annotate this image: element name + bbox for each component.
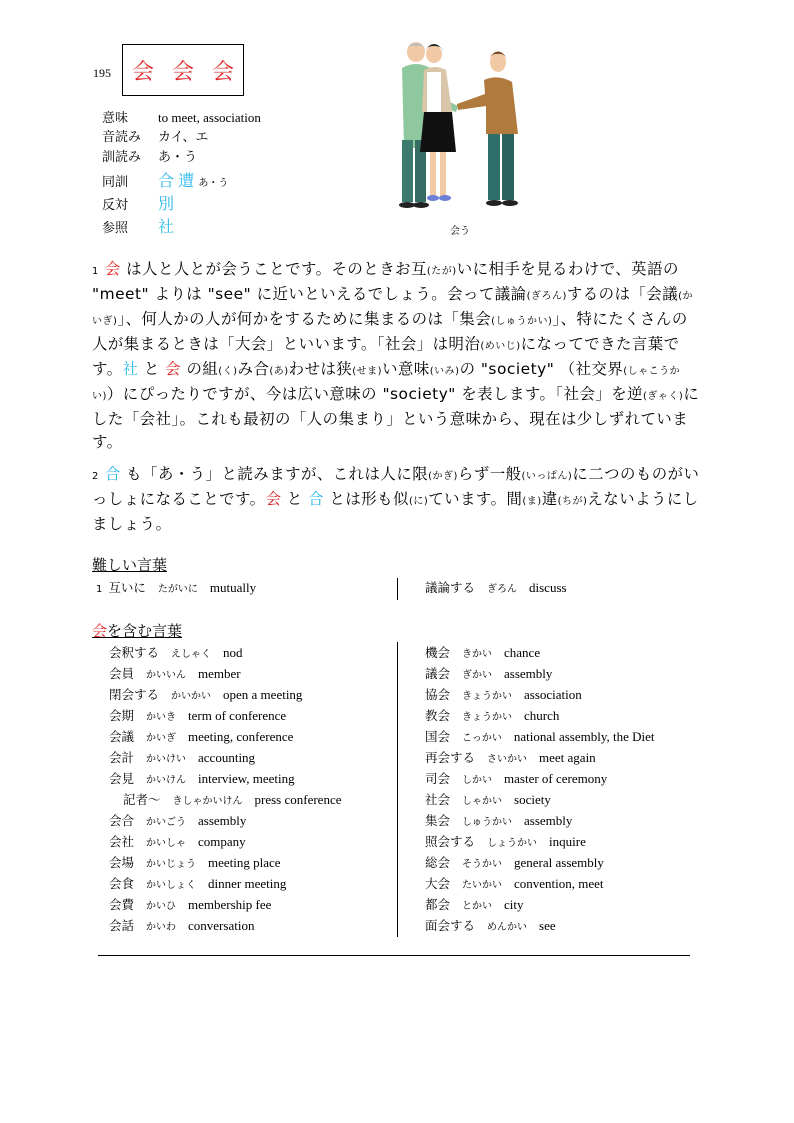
word: 教会 [425, 708, 451, 723]
word: 協会 [425, 687, 451, 702]
word: 会場 [109, 855, 135, 870]
reading: たがいに [157, 584, 198, 595]
reading: えしゃく [171, 649, 212, 660]
word: 総会 [425, 855, 451, 870]
word: 照会する [425, 834, 476, 849]
entry-number: 195 [93, 66, 111, 80]
text-run: い意味 [382, 360, 430, 378]
kanji-title-3: 会 [212, 59, 235, 85]
compound-word-item [425, 726, 655, 747]
compound-word-item [425, 831, 586, 852]
kanji-highlight: 会 [265, 490, 282, 508]
difficult-words-title: 難しい言葉 [92, 556, 168, 574]
compound-word-item [425, 663, 552, 684]
english: master of ceremony [504, 771, 608, 786]
homophone-reading: あ・う [198, 178, 229, 189]
info-antonym [102, 194, 174, 214]
word: 機会 [425, 645, 451, 660]
english: inquire [549, 834, 586, 849]
young-man-figure [457, 52, 518, 207]
word: 会計 [109, 750, 135, 765]
word: 会員 [109, 666, 135, 681]
reading: かいいん [146, 670, 187, 681]
text-run: になってできた言葉です。 [92, 335, 680, 378]
compound-word-item [425, 789, 551, 810]
kunyomi-label: 訓読み [102, 150, 142, 165]
reading: しゃかい [462, 796, 503, 807]
reading: かいかい [171, 691, 212, 702]
reading: かいじょう [146, 859, 197, 870]
compound-word-item [109, 663, 241, 684]
compound-word-item [425, 810, 572, 831]
english: society [514, 792, 551, 807]
english: interview, meeting [198, 771, 295, 786]
handshake-illustration [390, 40, 530, 220]
compound-word-item [109, 642, 243, 663]
info-reference [102, 217, 174, 237]
english: open a meeting [223, 687, 303, 702]
reading: きしゃかいけん [172, 796, 243, 807]
paragraph-number: 2 [92, 471, 99, 482]
compounds-title [92, 620, 182, 641]
reading: ぎろん [487, 584, 518, 595]
onyomi-value: カイ、エ [158, 130, 209, 145]
kanji-title-1: 会 [131, 59, 154, 85]
word: 会見 [109, 771, 135, 786]
word: 面会する [425, 918, 476, 933]
illustration-caption: 会う [450, 226, 470, 237]
text-run: するのは「会議 [566, 285, 679, 303]
reading: かいひ [146, 901, 177, 912]
ruby: (く) [218, 366, 238, 377]
antonym-value: 別 [158, 194, 175, 213]
reading: そうかい [462, 859, 503, 870]
text-run: み合 [237, 360, 270, 378]
ruby: (いみ) [429, 366, 460, 377]
english: chance [504, 645, 541, 660]
english: company [198, 834, 246, 849]
ruby: (ぎろん) [526, 291, 567, 302]
reading: しかい [462, 775, 493, 786]
english: convention, meet [514, 876, 604, 891]
reading: しょうかい [487, 838, 538, 849]
english: press conference [254, 792, 342, 807]
meaning-label: 意味 [102, 111, 129, 126]
text-run: わせは狭 [288, 360, 353, 378]
reading: さいかい [487, 754, 528, 765]
english: nod [223, 645, 243, 660]
english: church [524, 708, 560, 723]
compound-word-item [425, 747, 596, 768]
reference-label: 参照 [102, 221, 129, 236]
ruby: (あ) [269, 366, 289, 377]
text-run: と [281, 490, 309, 508]
compounds-title-kanji: 会 [92, 622, 108, 640]
homophone-kanji-1: 合 [158, 171, 175, 190]
text-run: は人と人とが会うことです。そのときお互 [120, 260, 427, 278]
bottom-rule [98, 955, 690, 956]
difficult-word-item [96, 577, 256, 598]
text-run: の組 [181, 360, 219, 378]
compound-word-item [425, 873, 604, 894]
reading: きょうかい [462, 712, 513, 723]
english: member [198, 666, 241, 681]
compound-word-item [425, 642, 540, 663]
compound-word-item [425, 894, 524, 915]
word: 閉会する [109, 687, 160, 702]
word: 会合 [109, 813, 135, 828]
reading: しゅうかい [462, 817, 513, 828]
compound-word-item [425, 915, 556, 936]
ruby: (ま) [522, 496, 542, 507]
compound-word-item [109, 873, 286, 894]
english: city [504, 897, 524, 912]
word: 社会 [425, 792, 451, 807]
english: assembly [504, 666, 553, 681]
info-onyomi [102, 128, 208, 148]
kanji-highlight: 会 [104, 260, 121, 278]
kanji-title-2: 会 [171, 59, 194, 85]
kanji-highlight: 合 [308, 490, 325, 508]
text-run: に二つのものがいっしょになることです。 [92, 465, 700, 508]
text-run: の "society" （社交界 [459, 360, 624, 378]
word: 会話 [109, 918, 135, 933]
meaning-value: to meet, association [158, 110, 261, 125]
compound-word-item [425, 684, 582, 705]
ruby: (めいじ) [480, 341, 521, 352]
difficult-word-item [425, 577, 567, 598]
reading: たいかい [462, 880, 503, 891]
compound-word-item [109, 747, 255, 768]
reading: かいけん [146, 775, 187, 786]
word: 再会する [425, 750, 476, 765]
word: 記者〜 [123, 792, 161, 807]
compound-word-item [109, 684, 302, 705]
text-run: ）にぴったりですが、今は広い意味の "society" を表します。「社会」を逆 [106, 385, 644, 403]
word: 会社 [109, 834, 135, 849]
compounds-title-rest: を含む言葉 [107, 622, 183, 640]
kanji-highlight: 合 [104, 465, 121, 483]
english: meet again [539, 750, 596, 765]
english: conversation [188, 918, 255, 933]
reading: かいしょく [146, 880, 197, 891]
text-run: ています。間 [428, 490, 523, 508]
reading: かいぎ [146, 733, 177, 744]
paragraph-number: 1 [92, 266, 99, 277]
word: 大会 [425, 876, 451, 891]
reading: とかい [462, 901, 493, 912]
compound-word-item [425, 768, 607, 789]
compound-word-item [109, 726, 293, 747]
kanji-title-box [122, 44, 244, 96]
antonym-label: 反対 [102, 198, 129, 213]
english: meeting, conference [188, 729, 294, 744]
explanation-paragraph-2 [92, 463, 702, 536]
english: discuss [529, 580, 567, 595]
english: mutually [209, 580, 257, 595]
text-run: えないようにしましょう。 [92, 490, 699, 533]
compound-word-item [123, 789, 342, 810]
item-number: 1 [96, 584, 103, 595]
ruby: (かぎ) [428, 471, 458, 482]
ruby: (せま) [352, 366, 383, 377]
column-divider [397, 578, 398, 600]
ruby: (ぎゃく) [643, 391, 684, 402]
text-run: 」、特にたくさんの人が集まるときは「大会」といいます。「社会」は明治 [92, 310, 688, 353]
reading: こっかい [462, 733, 502, 744]
reading: かいわ [146, 922, 177, 933]
ruby: (いっぱん) [521, 471, 573, 482]
kanji-highlight: 会 [165, 360, 182, 378]
info-kunyomi [102, 148, 197, 168]
text-run: らず一般 [457, 465, 522, 483]
english: national assembly, the Diet [513, 729, 655, 744]
word: 集会 [425, 813, 451, 828]
text-run: も「あ・う」と読みますが、これは人に限 [120, 465, 429, 483]
reading: かいしゃ [146, 838, 187, 849]
word: 会食 [109, 876, 135, 891]
homophone-kanji-2: 遭 [178, 171, 195, 190]
explanation-paragraph-1 [92, 258, 702, 454]
ruby: (しゃこうかい) [92, 366, 681, 402]
word: 会期 [109, 708, 135, 723]
word: 会費 [109, 897, 135, 912]
reference-value: 社 [158, 217, 175, 236]
onyomi-label: 音読み [102, 130, 142, 145]
english: see [539, 918, 556, 933]
text-run: いに相手を見るわけで、英語の "meet" よりは "see" に近いといえるでしょう。会って議論 [92, 260, 679, 303]
english: assembly [198, 813, 247, 828]
text-run: 」、何人かの人が何かをするために集まるのは「集会 [117, 310, 492, 328]
homophone-label: 同訓 [102, 175, 129, 190]
ruby: (たが) [426, 266, 457, 277]
text-run: にした「会社」。これも最初の「人の集まり」という意味から、現在は少しずれています。 [92, 385, 700, 451]
info-meaning [102, 108, 261, 128]
compound-word-item [109, 852, 281, 873]
reading: かいごう [146, 817, 187, 828]
reading: かいき [146, 712, 177, 723]
english: membership fee [188, 897, 272, 912]
reading: かいけい [146, 754, 187, 765]
ruby: (ちが) [557, 496, 588, 507]
info-homophone [102, 171, 228, 191]
kunyomi-value: あ・う [158, 150, 198, 165]
compound-word-item [109, 768, 295, 789]
english: association [524, 687, 582, 702]
reading: ぎかい [462, 670, 493, 681]
reading: きかい [462, 649, 493, 660]
compound-word-item [109, 705, 286, 726]
reading: きょうかい [462, 691, 513, 702]
ruby: (に) [408, 496, 429, 507]
ruby: (かいぎ) [92, 291, 694, 327]
english: assembly [524, 813, 573, 828]
word: 都会 [425, 897, 451, 912]
compound-word-item [109, 831, 246, 852]
word: 互いに [108, 580, 146, 595]
text-run: とは形も似 [324, 490, 409, 508]
english: accounting [198, 750, 256, 765]
english: general assembly [514, 855, 604, 870]
word: 会議 [109, 729, 135, 744]
compound-word-item [109, 810, 246, 831]
word: 議会 [425, 666, 451, 681]
compound-word-item [109, 894, 271, 915]
english: meeting place [208, 855, 281, 870]
compound-word-item [425, 852, 604, 873]
compound-word-item [425, 705, 559, 726]
english: term of conference [188, 708, 287, 723]
text-run: 違 [541, 490, 558, 508]
column-divider [397, 642, 398, 937]
text-run: と [138, 360, 166, 378]
compound-word-item [109, 915, 254, 936]
kanji-highlight: 社 [122, 360, 139, 378]
word: 国会 [425, 729, 451, 744]
word: 会釈する [109, 645, 160, 660]
ruby: (しゅうかい) [491, 316, 553, 327]
reading: めんかい [487, 922, 528, 933]
word: 議論する [425, 580, 476, 595]
word: 司会 [425, 771, 451, 786]
english: dinner meeting [208, 876, 287, 891]
